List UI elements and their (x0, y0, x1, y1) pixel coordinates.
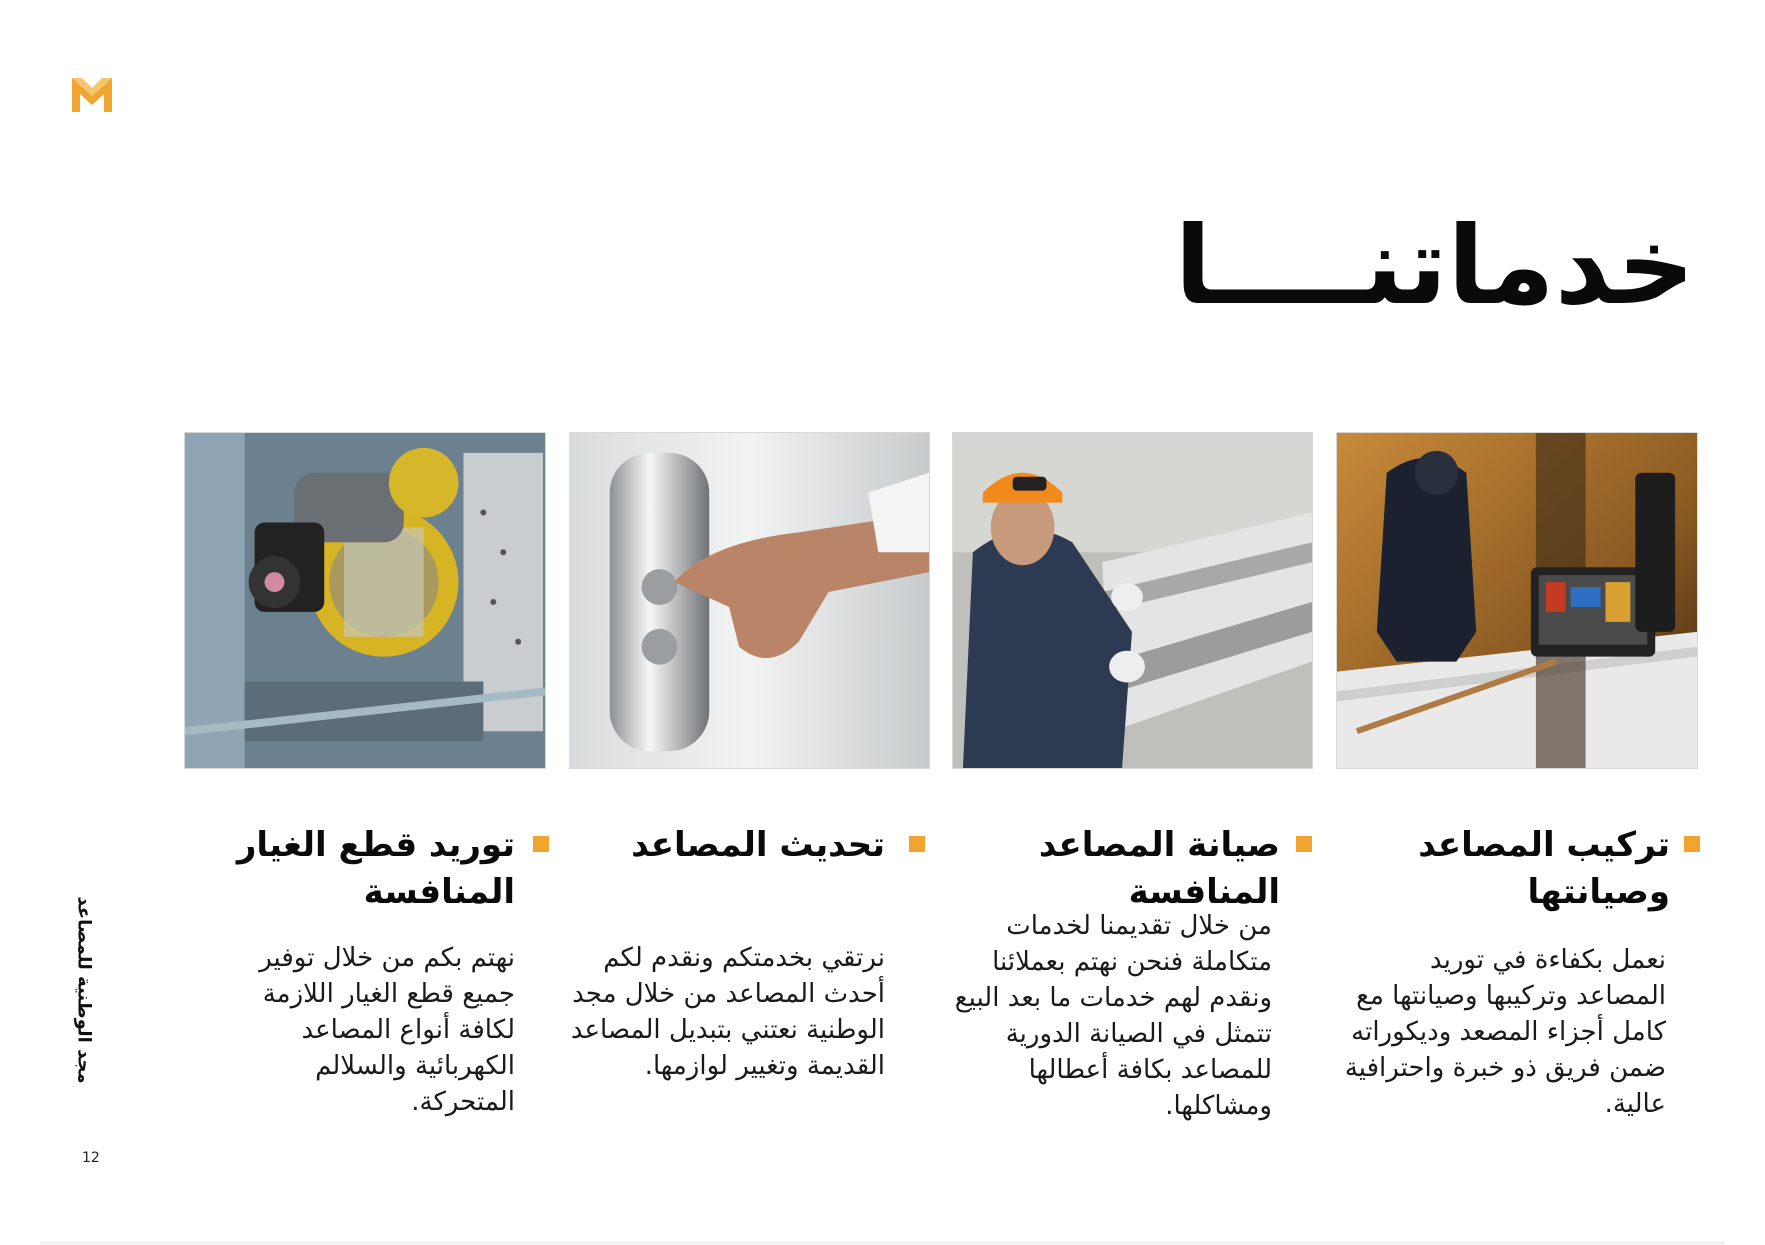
service-desc-maintenance: من خلال تقديمنا لخدمات متكاملة فنحن نهتم بعملائنا ونقدم لهم خدمات ما بعد البيع تتمثل في الصيانة الدورية للمصاعد بكافة أعطالها ومشاكلها. (954, 911, 1272, 1121)
service-desc-spare-parts: نهتم بكم من خلال توفير جميع قطع الغيار اللازمة لكافة أنواع المصاعد الكهربائية والسلالم المتحركة. (259, 943, 515, 1117)
photo-installation (1336, 432, 1698, 769)
letter-m-logo-icon (70, 74, 114, 114)
technician-electrical-box-image (1337, 433, 1697, 768)
bullet-marker (1684, 836, 1700, 852)
service-desc-modernization: نرتقي بخدمتكم ونقدم لكم أحدث المصاعد من خلال مجد الوطنية نعتني بتبديل المصاعد القديمة وتغيير لوازمها. (570, 943, 885, 1081)
bullet-marker (533, 836, 549, 852)
photo-modernization (569, 432, 930, 769)
service-title-spare-parts: توريد قطع الغيار المنافسة (236, 825, 515, 912)
service-title-modernization: تحديث المصاعد (631, 825, 885, 865)
elevator-motor-image (185, 433, 545, 768)
page-number: 12 (82, 1150, 100, 1166)
photo-spare-parts (184, 432, 546, 769)
hand-pressing-button-image (570, 433, 929, 768)
bullet-marker (1296, 836, 1312, 852)
footer-divider (40, 1241, 1725, 1245)
page-title: خدماتنــــا (1174, 204, 1695, 329)
bullet-marker (909, 836, 925, 852)
vertical-brand-label: مجد الوطنية للمصاعد (73, 896, 95, 1084)
technician-door-rail-image (953, 433, 1312, 768)
photo-maintenance (952, 432, 1313, 769)
service-title-maintenance: صيانة المصاعد المنافسة (1038, 825, 1280, 912)
service-title-installation: تركيب المصاعد وصيانتها (1418, 825, 1670, 912)
service-desc-installation: نعمل بكفاءة في توريد المصاعد وتركيبها وصيانتها مع كامل أجزاء المصعد وديكوراته ضمن فريق ذو خبرة واحترافية عالية. (1344, 945, 1666, 1119)
